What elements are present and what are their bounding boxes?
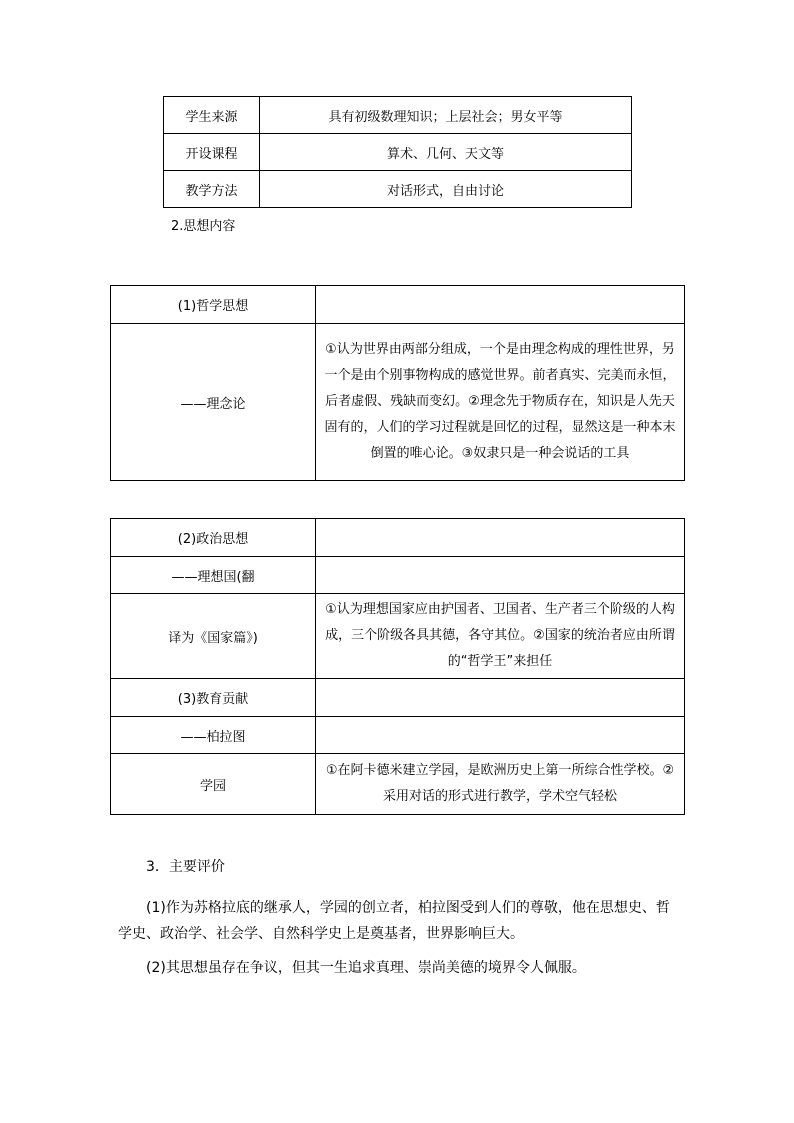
- row-label: 译为《国家篇》): [111, 594, 316, 679]
- row-value: [316, 286, 685, 324]
- politics-education-table: [110, 518, 685, 815]
- row-value: 对话形式，自由讨论: [260, 171, 632, 208]
- row-value: 算术、几何、天文等: [260, 134, 632, 171]
- row-label: (1)哲学思想: [111, 286, 316, 324]
- row-value: ①认为世界由两部分组成，一个是由理念构成的理性世界，另一个是由个别事物构成的感觉世界。前者真实、完美而永恒，后者虚假、残缺而变幻。②理念先于物质存在，知识是人先天固有的，人们的学习过程就是回忆的过程，显然这是一种本末倒置的唯心论。③奴隶只是一种会说话的工具: [316, 324, 685, 481]
- evaluation-paragraph: (2)其思想虽存在争议，但其一生追求真理、崇尚美德的境界令人佩服。: [146, 960, 586, 976]
- row-label: 学园: [111, 754, 316, 815]
- row-value: 具有初级数理知识；上层社会；男女平等: [260, 97, 632, 134]
- table-row: [164, 134, 632, 171]
- table-row: [111, 754, 685, 815]
- table-row: [111, 324, 685, 481]
- row-label: ——柏拉图: [111, 717, 316, 754]
- table-row: [111, 286, 685, 324]
- table-row: [111, 557, 685, 594]
- row-value: [316, 519, 685, 557]
- row-label: 开设课程: [164, 134, 260, 171]
- section-heading: 2.思想内容: [171, 219, 236, 234]
- philosophy-table: [110, 285, 685, 481]
- row-label: ——理念论: [111, 324, 316, 481]
- row-label: 学生来源: [164, 97, 260, 134]
- table-row: [111, 679, 685, 717]
- table-row: [111, 717, 685, 754]
- row-label: ——理想国(翻: [111, 557, 316, 594]
- table-row: [164, 97, 632, 134]
- table-row: [111, 594, 685, 679]
- row-value: [316, 717, 685, 754]
- row-label: 教学方法: [164, 171, 260, 208]
- row-value: [316, 679, 685, 717]
- evaluation-paragraph: (1)作为苏格拉底的继承人，学园的创立者，柏拉图受到人们的尊敬，他在思想史、哲学史、政治学、社会学、自然科学史上是奠基者，世界影响巨大。: [118, 900, 670, 942]
- row-label: (3)教育贡献: [111, 679, 316, 717]
- row-value: ①在阿卡德米建立学园，是欧洲历史上第一所综合性学校。②采用对话的形式进行教学，学术空气轻松: [316, 754, 685, 815]
- table-row: [164, 171, 632, 208]
- row-value: [316, 557, 685, 594]
- section-heading: 3．主要评价: [146, 859, 225, 875]
- school-info-table: [163, 96, 632, 208]
- table-row: [111, 519, 685, 557]
- row-value: ①认为理想国家应由护国者、卫国者、生产者三个阶级的人构成，三个阶级各具其德，各守其位。②国家的统治者应由所谓的“哲学王”来担任: [316, 594, 685, 679]
- row-label: (2)政治思想: [111, 519, 316, 557]
